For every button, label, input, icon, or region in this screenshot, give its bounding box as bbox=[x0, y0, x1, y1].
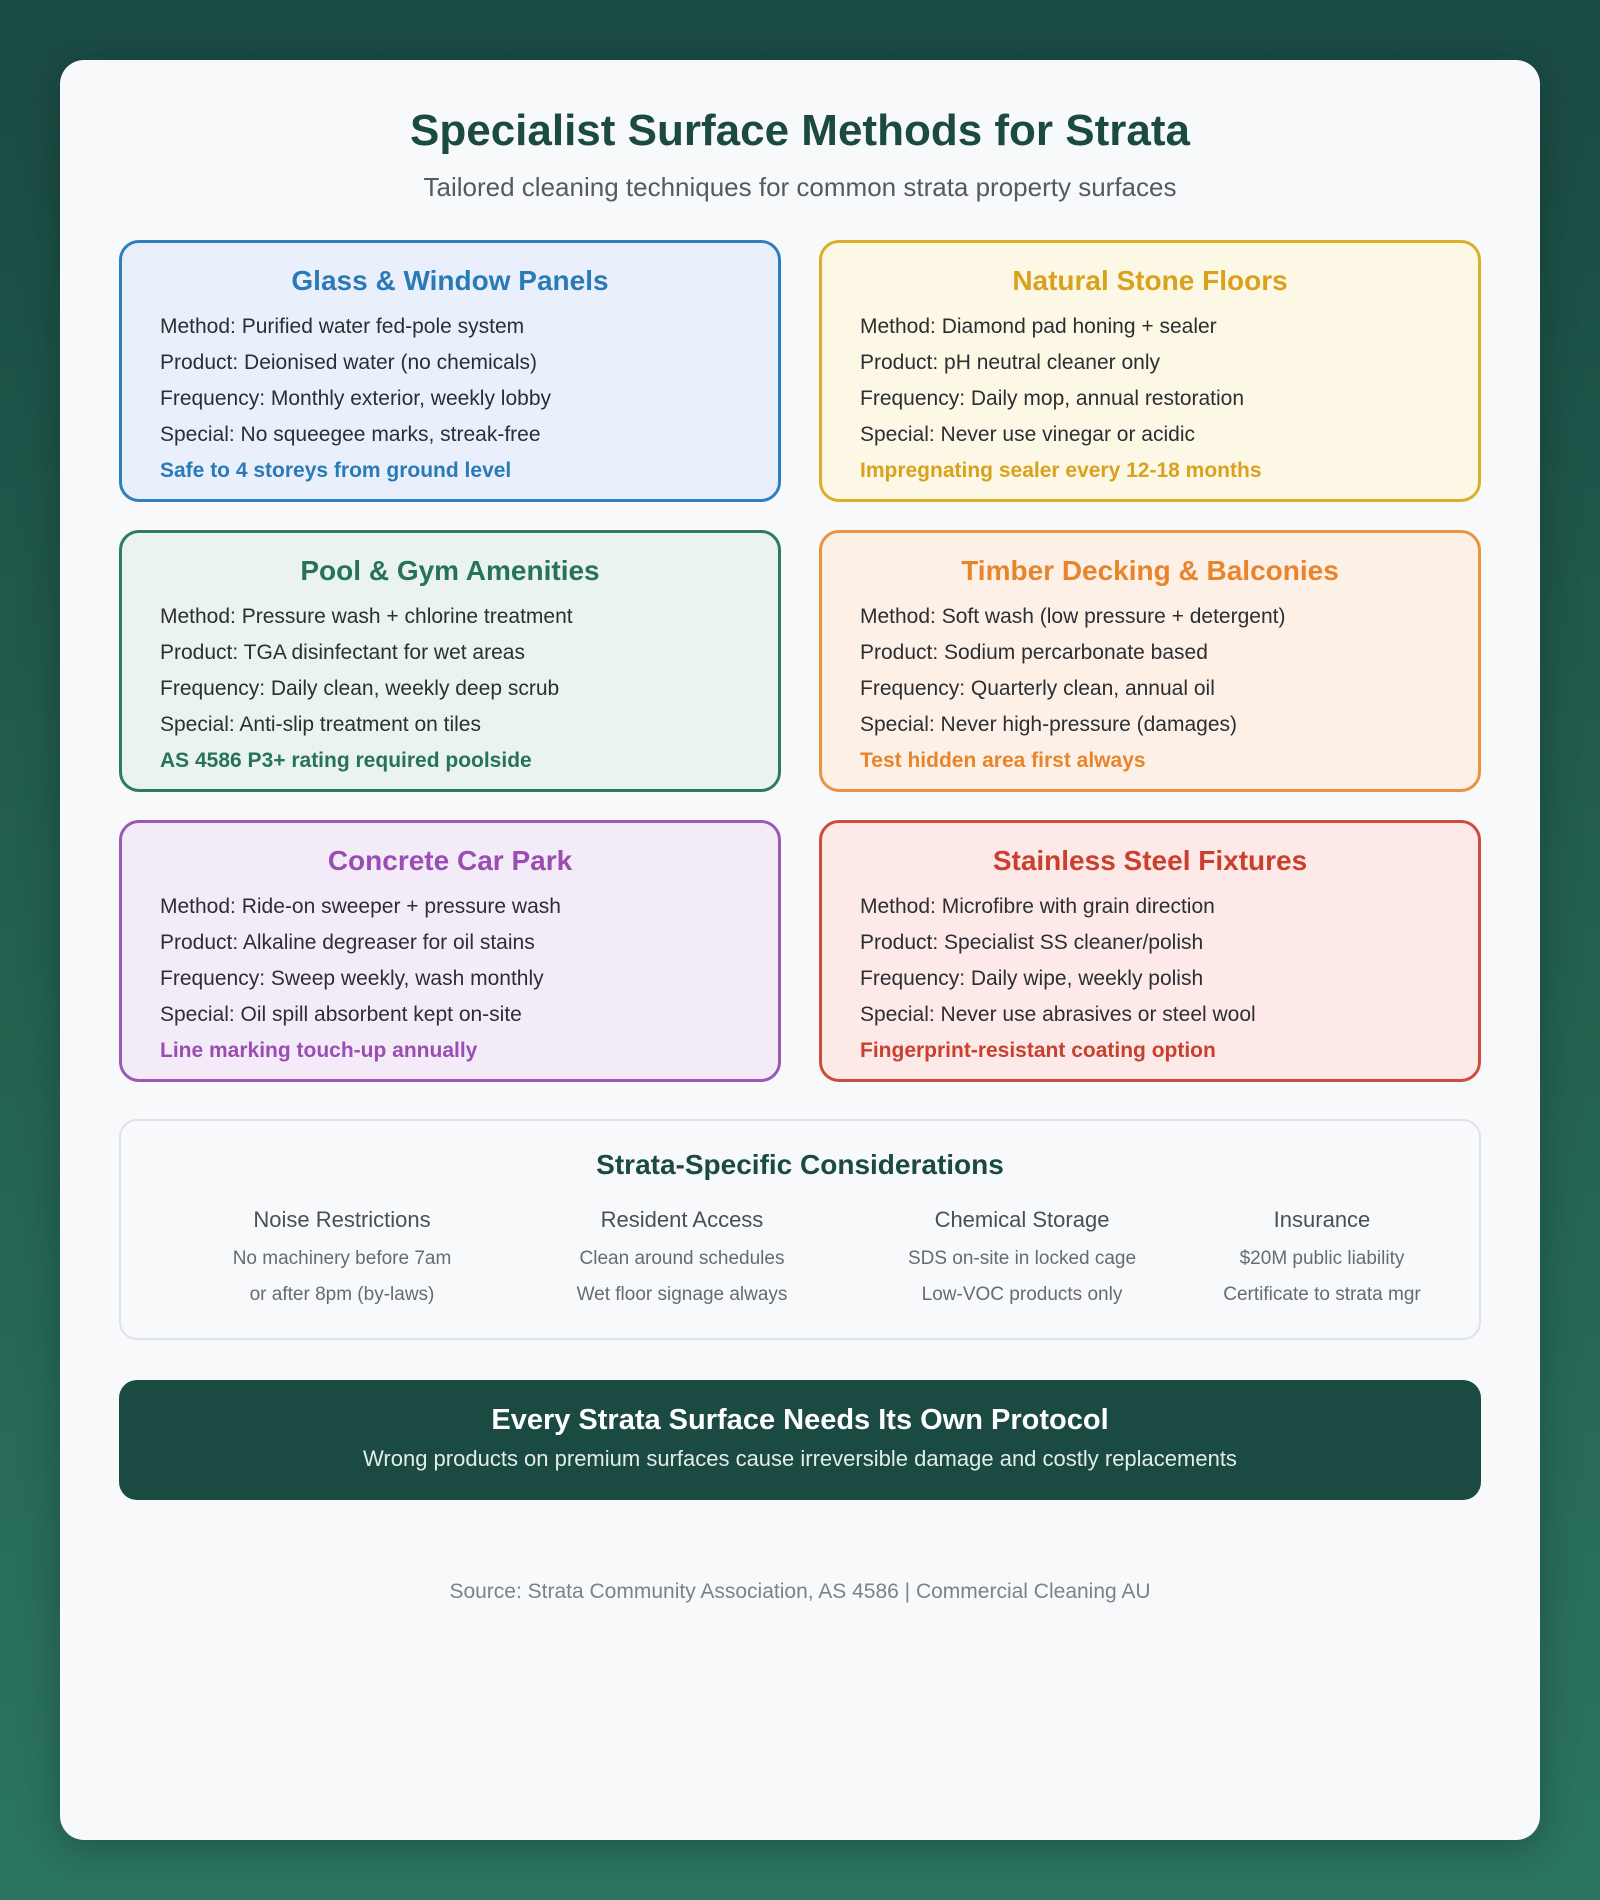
consideration-heading: Noise Restrictions bbox=[253, 1207, 431, 1232]
card-note: Fingerprint-resistant coating option bbox=[860, 1039, 1216, 1062]
card-product: Product: TGA disinfectant for wet areas bbox=[160, 641, 525, 664]
card-frequency: Frequency: Daily mop, annual restoration bbox=[860, 387, 1245, 410]
card-method: Method: Ride-on sweeper + pressure wash bbox=[160, 895, 561, 918]
consideration-heading: Insurance bbox=[1273, 1207, 1371, 1232]
considerations-title: Strata-Specific Considerations bbox=[596, 1149, 1004, 1180]
card-frequency: Frequency: Monthly exterior, weekly lobby bbox=[160, 387, 552, 410]
page-title: Specialist Surface Methods for Strata bbox=[410, 106, 1190, 155]
card-concrete-car-park bbox=[119, 820, 781, 1082]
consideration-line: Low-VOC products only bbox=[921, 1284, 1123, 1305]
consideration-line: Wet floor signage always bbox=[576, 1284, 788, 1305]
card-method: Method: Diamond pad honing + sealer bbox=[860, 315, 1217, 338]
card-frequency: Frequency: Daily clean, weekly deep scrub bbox=[160, 677, 560, 700]
card-special: Special: Never use abrasives or steel wool bbox=[860, 1003, 1256, 1026]
banner-title: Every Strata Surface Needs Its Own Protocol bbox=[491, 1404, 1109, 1436]
source-note: Source: Strata Community Association, AS 4586 | Commercial Cleaning AU bbox=[449, 1580, 1151, 1603]
card-special: Special: No squeegee marks, streak-free bbox=[160, 423, 541, 446]
card-special: Special: Never use vinegar or acidic bbox=[860, 423, 1195, 446]
consideration-resident-access bbox=[577, 1205, 788, 1313]
card-stainless-steel-fixtures bbox=[819, 820, 1481, 1082]
card-glass-window-panels bbox=[119, 240, 781, 502]
page-subtitle: Tailored cleaning techniques for common strata property surfaces bbox=[423, 172, 1177, 202]
banner-text: Wrong products on premium surfaces cause irreversible damage and costly replacements bbox=[363, 1446, 1237, 1471]
card-product: Product: pH neutral cleaner only bbox=[860, 351, 1160, 374]
card-frequency: Frequency: Sweep weekly, wash monthly bbox=[160, 967, 544, 990]
card-title: Natural Stone Floors bbox=[1012, 265, 1288, 296]
consideration-heading: Chemical Storage bbox=[934, 1207, 1110, 1232]
card-title: Timber Decking & Balconies bbox=[961, 555, 1339, 586]
consideration-line: SDS on-site in locked cage bbox=[907, 1248, 1137, 1269]
card-timber-decking-balconies bbox=[819, 530, 1481, 792]
card-note: Safe to 4 storeys from ground level bbox=[160, 459, 512, 482]
consideration-insurance bbox=[1223, 1205, 1420, 1313]
card-note: AS 4586 P3+ rating required poolside bbox=[160, 749, 532, 772]
card-method: Method: Soft wash (low pressure + detergent) bbox=[860, 605, 1286, 628]
consideration-line: $20M public liability bbox=[1239, 1248, 1405, 1269]
card-frequency: Frequency: Daily wipe, weekly polish bbox=[860, 967, 1204, 990]
card-note: Line marking touch-up annually bbox=[160, 1039, 478, 1062]
card-product: Product: Deionised water (no chemicals) bbox=[160, 351, 537, 374]
consideration-heading: Resident Access bbox=[600, 1207, 764, 1232]
card-special: Special: Anti-slip treatment on tiles bbox=[160, 713, 481, 736]
consideration-line: Certificate to strata mgr bbox=[1223, 1284, 1421, 1305]
card-frequency: Frequency: Quarterly clean, annual oil bbox=[860, 677, 1215, 700]
card-title: Concrete Car Park bbox=[327, 845, 573, 876]
card-product: Product: Sodium percarbonate based bbox=[860, 641, 1208, 664]
consideration-chemical-storage bbox=[908, 1205, 1136, 1313]
card-note: Impregnating sealer every 12-18 months bbox=[860, 459, 1262, 482]
card-special: Special: Oil spill absorbent kept on-site bbox=[160, 1003, 522, 1026]
consideration-line: Clean around schedules bbox=[579, 1248, 785, 1269]
consideration-noise-restrictions bbox=[233, 1205, 452, 1313]
card-title: Stainless Steel Fixtures bbox=[992, 845, 1308, 876]
card-product: Product: Specialist SS cleaner/polish bbox=[860, 931, 1204, 954]
card-method: Method: Microfibre with grain direction bbox=[860, 895, 1215, 918]
card-natural-stone-floors bbox=[819, 240, 1481, 502]
card-method: Method: Pressure wash + chlorine treatment bbox=[160, 605, 573, 628]
card-special: Special: Never high-pressure (damages) bbox=[860, 713, 1238, 736]
card-title: Glass & Window Panels bbox=[291, 265, 609, 296]
consideration-line: No machinery before 7am bbox=[232, 1248, 452, 1269]
card-pool-gym-amenities bbox=[119, 530, 781, 792]
card-method: Method: Purified water fed-pole system bbox=[160, 315, 525, 338]
considerations-box bbox=[119, 1119, 1481, 1340]
card-product: Product: Alkaline degreaser for oil stains bbox=[160, 931, 535, 954]
card-note: Test hidden area first always bbox=[860, 749, 1146, 772]
card-title: Pool & Gym Amenities bbox=[300, 555, 600, 586]
protocol-banner bbox=[119, 1380, 1481, 1500]
consideration-line: or after 8pm (by-laws) bbox=[249, 1284, 435, 1305]
